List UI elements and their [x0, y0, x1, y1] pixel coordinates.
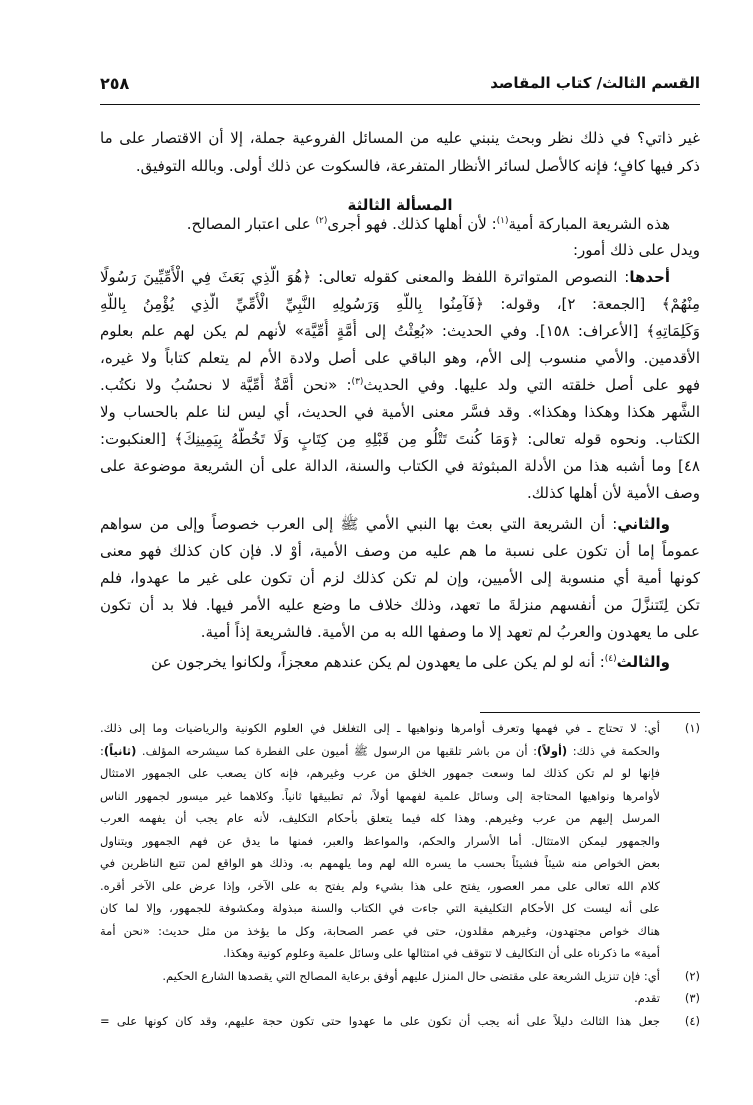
text-line [100, 786, 660, 806]
text-line [100, 921, 660, 941]
text-run: الشَّهر هكذا وهكذا وهكذا». وقد فسَّر معنى الأمية في الحديث، أي ليس لنا علم بالحساب ولا [100, 403, 700, 421]
text-run: لأوامرها ونواهيها المحتاجة إلى وسائل علمية لفهمها أولاً، ثم تطبيقها ثانياً. وكلاهما غير ميسور لجمهور الناس [100, 788, 660, 803]
text-line [100, 1011, 660, 1031]
footnote-number: (٤) [684, 1013, 700, 1028]
bold-term: والثاني [617, 515, 670, 533]
footnote-number: (٢) [684, 968, 700, 983]
text-run: هناك خواص مجتهدون، وغيرهم مقلدون، حتى في عصر الصحابة، وكل ما يؤخذ من مثل حديث: «نحن أمة [100, 923, 660, 938]
text-run: : أن من باشر تلقيها من الرسول ﷺ أميون على الفطرة كما سيشرحه المؤلف. [136, 743, 537, 758]
text-line [100, 373, 700, 397]
bold-term: (أولاً) [537, 743, 568, 758]
text-line [100, 454, 700, 478]
footnote-ref: (٢) [315, 216, 328, 226]
text-line [100, 346, 700, 370]
text-run: كلام الله تعالى على ممر العصور، يفتح على هذا بشيء ولم يفتح به على الآخر، وإذا عرض على الآخر أقره. [100, 878, 660, 893]
text-line [100, 988, 660, 1008]
text-line [100, 966, 660, 986]
text-run: وصف الأمية لأن أهلها كذلك. [527, 484, 700, 502]
text-line [100, 400, 700, 424]
text-line [100, 620, 700, 644]
text-line [100, 319, 700, 343]
text-line [100, 539, 700, 563]
text-run: فإنها لو لم تكن كذلك لما وسعت جمهور الخلق من عرب وغيرهم، فإنه كان يصعب على الجمهور الامتثال [100, 766, 660, 780]
text-run: أي: لا تحتاج ـ في فهمها وتعرف أوامرها ونواهيها ـ إلى التغلغل في العلوم الكونية والرياضيات وما إلى ذلك. [100, 721, 660, 735]
text-line [100, 831, 660, 851]
footnote-ref: (١) [496, 216, 509, 226]
footnote-ref: (٣) [351, 377, 364, 387]
text-line [100, 593, 700, 617]
footnote-ref: (٤) [604, 654, 617, 664]
text-run: ذكر فيها كافٍ؛ فإنه كالأصل لسائر الأنظار المتفرعة، فالسكوت عن ذلك أولى. وبالله التوفيق. [135, 157, 700, 175]
text-line [100, 650, 700, 674]
text-run: : أن الشريعة التي بعث بها النبي الأمي ﷺ إلى العرب خصوصاً وإلى من سواهم [100, 515, 618, 533]
text-line [100, 876, 660, 896]
text-run: عموماً إما أن تكون على نسبة ما هم عليه من وصف الأمية، أوْ لا. فإن كان كذلك فهو معنى [100, 542, 700, 560]
text-run: هذه الشريعة المباركة أمية [508, 215, 670, 233]
text-line [100, 741, 660, 761]
text-line [100, 292, 700, 316]
page-number: ٢٥٨ [100, 74, 130, 93]
text-run: : «نحن أُمَّةٌ أُمِّيَّة لا نحسُبُ ولا نكتُب. [100, 376, 352, 394]
text-run: : أنه لو لم يكن على ما يعهدون لم يكن عندهم معجزاً، ولكانوا يخرجون عن [151, 653, 605, 671]
text-line [100, 427, 700, 451]
text-line [100, 154, 700, 178]
text-run: الأقدمين. والأمي منسوب إلى الأم، وهو الباقي على أصل ولادة الأم لم يتعلم كتاباً ولا غيره، [100, 349, 700, 367]
text-run: أمية» ما ذكرناه على أن التكاليف لا تتوقف في امتثالها على وسائل علمية وعلوم كونية وهكذا. [223, 946, 660, 960]
text-run: على ما يعهدون والعربُ لم تعهد إلا ما وصفها الله به من الأمية. فالشريعة إذاً أمية. [200, 623, 700, 641]
section-heading: المسألة الثالثة [347, 196, 453, 214]
text-run: جعل هذا الثالث دليلاً على أنه يجب أن تكون على ما عهدوا حتى تكون حجة عليهم، وقد كان كونها على = [100, 1013, 660, 1028]
bold-term: والثالث [616, 653, 670, 671]
text-line [100, 718, 660, 738]
text-run: كونها أمية أي منسوبة إلى الأميين، وإن لم تكن كذلك لزم أن تكون على غير ما عهدوا، فلم [100, 569, 700, 587]
footnote-number: (١) [684, 721, 700, 735]
bold-term: (ثانياً) [103, 743, 137, 758]
bold-term: أحدها [629, 268, 670, 286]
text-run: على أنه ليست كل الأحكام التكليفية التي جاءت في الكتاب والسنة مبذولة ومكشوفة للجمهور، وإلا لما كان [100, 901, 660, 915]
text-line [100, 763, 660, 783]
text-run: غير ذاتي؟ في ذلك نظر وبحث ينبني عليه من المسائل الفروعية جملة، إلا أن الاقتصار على ما [100, 129, 700, 147]
text-run: تقدم. [634, 991, 660, 1005]
text-run: والحكمة في ذلك: [567, 743, 660, 758]
header-divider [100, 104, 700, 105]
page-header [100, 74, 700, 98]
text-run: : [100, 743, 104, 758]
text-line [100, 898, 660, 918]
text-line [100, 238, 700, 262]
text-run: : النصوص المتواترة اللفظ والمعنى كقوله تعالى: ﴿هُوَ الَّذِي بَعَثَ فِي الْأُمِّيِّينَ رَسُولًا [100, 268, 630, 286]
text-run: ٤٨] وما أشبه هذا من الأدلة المبثوثة في الكتاب والسنة، الدالة على أن الشريعة موضوعة على [100, 457, 700, 475]
text-line [100, 212, 700, 236]
footnote-divider [480, 712, 700, 713]
text-line [100, 265, 700, 289]
text-run: المرسل إليهم من عرب وغيرهم. وهذا كله فيما يتعلق بأحكام التكليف، لأنه عام يجب أن يفهمه العرب [100, 811, 660, 825]
text-line [100, 512, 700, 536]
text-run: على اعتبار المصالح. [186, 215, 316, 233]
text-run: وَكَلِمَاتِهِ﴾ [الأعراف: ١٥٨]. وفي الحديث: «بُعِثْتُ إلى أُمَّةٍ أُمِّيَّة» لأنهم لم يكن لهم علم بعلوم [100, 322, 700, 340]
text-line [100, 566, 700, 590]
text-run: والجمهور ليمكن الامتثال. أما الأسرار والحكم، والمواعظ والعبر، فمنها ما يدق عن فهم الجمهور ويتناول [100, 833, 660, 848]
text-run: مِنْهُمْ﴾ [الجمعة: ٢]، وقوله: ﴿فَآمِنُوا بِاللَّهِ وَرَسُولِهِ النَّبِيِّ الْأُمِّيِّ الَّذِي يُؤْمِنُ بِاللَّهِ [100, 295, 700, 313]
text-line [100, 808, 660, 828]
running-title: القسم الثالث/ كتاب المقاصد [490, 74, 700, 92]
text-run: أي: فإن تنزيل الشريعة على مقتضى حال المنزل عليهم أوفق برعاية المصالح التي يقصدها الشارع الحكيم. [162, 968, 660, 983]
text-line [100, 943, 660, 963]
text-line [100, 126, 700, 150]
text-run: : لأن أهلها كذلك. فهو أجرى [327, 215, 497, 233]
text-line [100, 481, 700, 505]
text-line [100, 853, 660, 873]
text-run: الكتاب. ونحوه قوله تعالى: ﴿وَمَا كُنتَ تَتْلُو مِن قَبْلِهِ مِن كِتَابٍ وَلَا تَخُطُّهُ بِيَمِينِكَ﴾ [العنكبوت: [100, 430, 700, 448]
text-run: بعض الخواص منه شيئاً فشيئاً بحسب ما يسره الله لهم وما يلهمهم به. وذلك هو الواقع لمن تتبع الناظرين في [100, 856, 660, 870]
footnote-number: (٣) [684, 991, 700, 1005]
text-run: ويدل على ذلك أمور: [572, 241, 700, 259]
text-run: فهو على أصل خلقته التي ولد عليها. وفي الحديث [363, 376, 700, 394]
text-run: تكن لِتَتنزَّلَ من أنفسهم منزلةَ ما تعهد، وذلك خلاف ما وضع عليه الأمر فيها. فلا بد أن تكون [100, 596, 700, 614]
